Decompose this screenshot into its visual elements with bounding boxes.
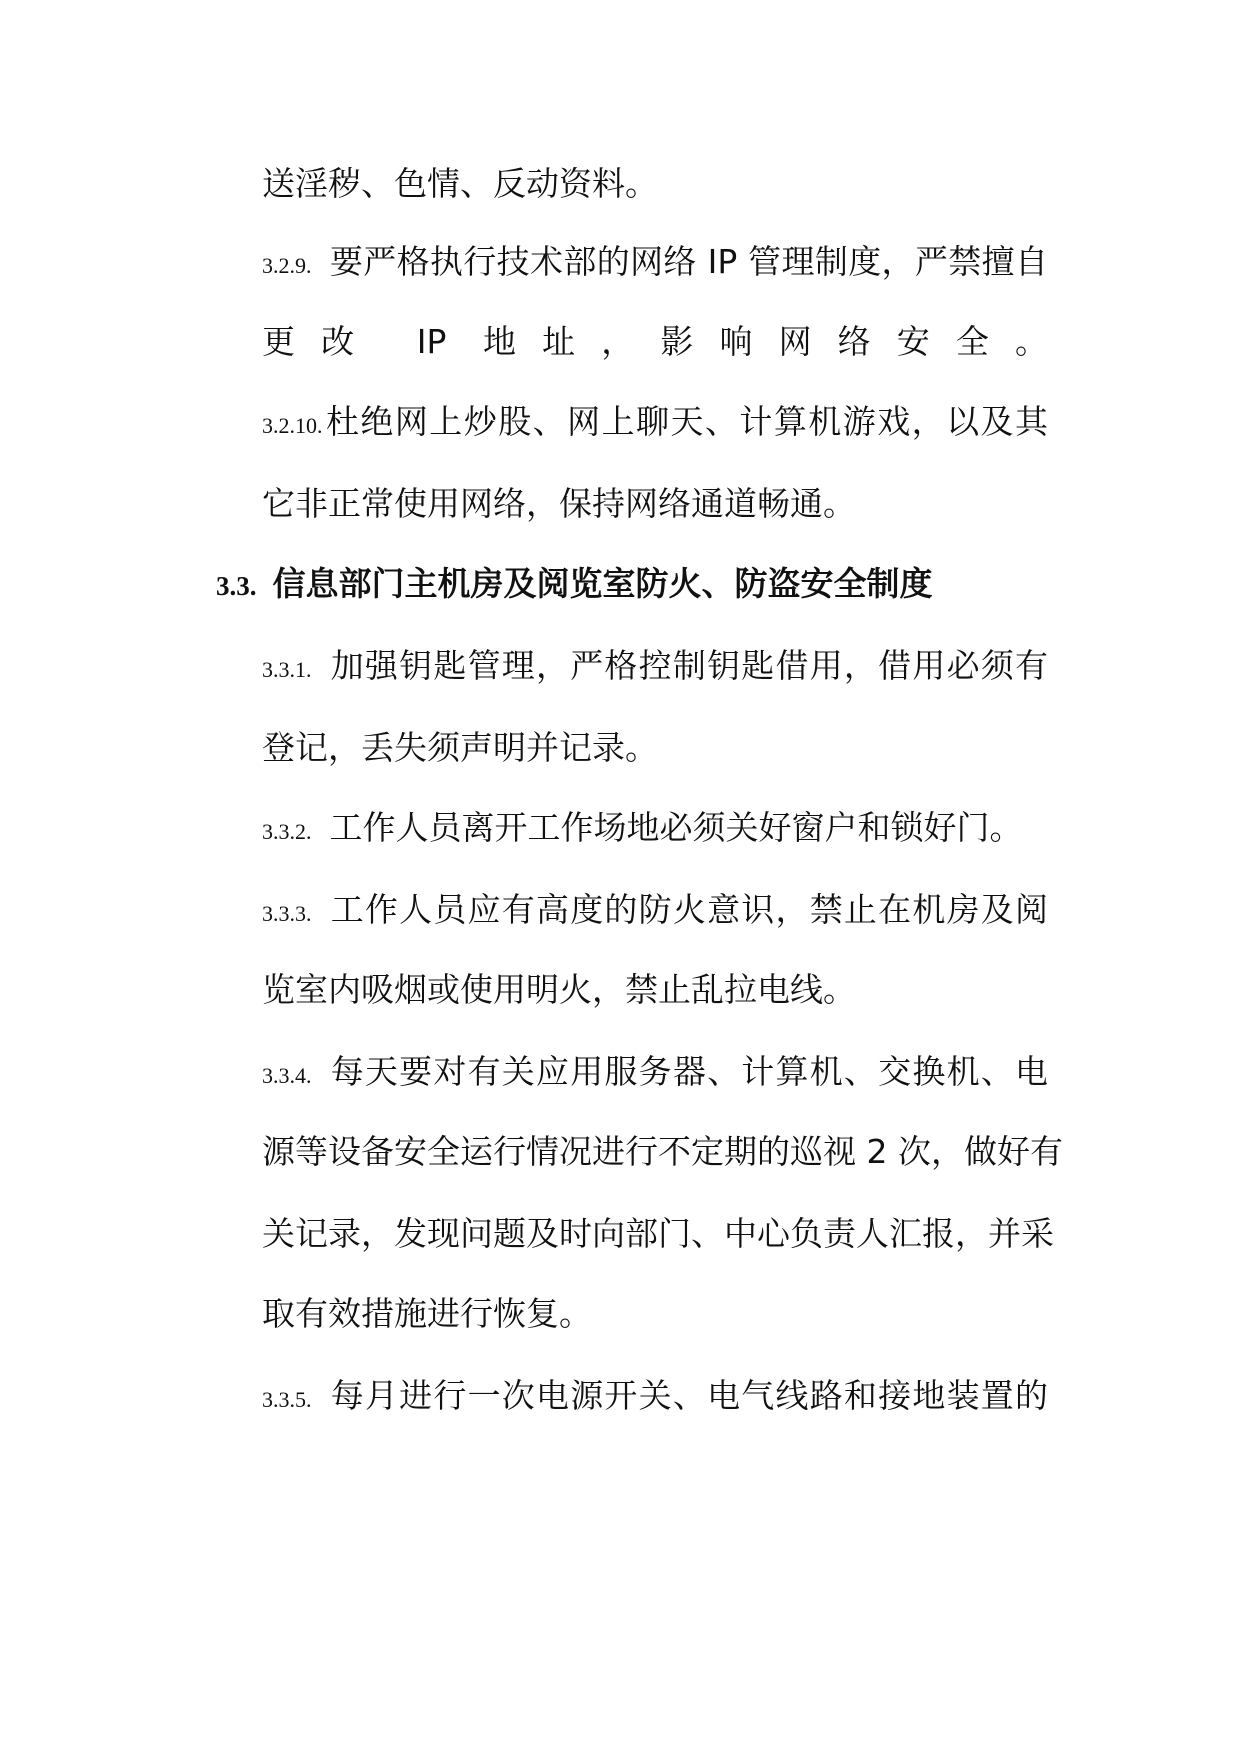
item-3-2-10-line-2 [262, 482, 1048, 526]
line-text: 要严格执行技术部的网络 IP 管理制度，严禁擅自 [329, 242, 1048, 281]
item-3-2-9-line-2 [262, 320, 1048, 364]
item-3-3-5-line-1 [262, 1374, 1048, 1422]
line-text: 送淫秽、色情、反动资料。 [262, 164, 658, 203]
item-number: 3.3.3. [262, 901, 312, 926]
section-heading [216, 562, 933, 608]
item-3-3-1-line-1 [262, 644, 1048, 692]
line-text: 登记，丢失须声明并记录。 [262, 728, 658, 767]
item-3-3-4-line-4 [262, 1292, 1048, 1336]
line-text: 更改 IP 地址，影响网络安全。 [262, 322, 1048, 361]
line-text: 每天要对有关应用服务器、计算机、交换机、电 [329, 1052, 1048, 1091]
line-text: 取有效措施进行恢复。 [262, 1294, 592, 1333]
item-number: 3.3.1. [262, 657, 312, 682]
line-text: 它非正常使用网络，保持网络通道畅通。 [262, 484, 856, 523]
item-3-3-3-line-1 [262, 888, 1048, 936]
item-number: 3.3.5. [262, 1387, 312, 1412]
item-3-3-4-line-1 [262, 1050, 1048, 1098]
item-3-3-4-line-2 [262, 1130, 1063, 1174]
line-text: 源等设备安全运行情况进行不定期的巡视 2 次，做好有 [262, 1132, 1063, 1171]
item-3-3-1-line-2 [262, 726, 1048, 770]
item-number: 3.2.9. [262, 253, 312, 278]
item-3-3-3-line-2 [262, 968, 1048, 1012]
line-text: 加强钥匙管理，严格控制钥匙借用，借用必须有 [329, 646, 1048, 685]
item-3-2-9-line-1 [262, 240, 1048, 288]
paragraph-line [262, 162, 1048, 206]
line-text: 工作人员离开工作场地必须关好窗户和锁好门。 [329, 808, 1023, 847]
item-3-3-4-line-3 [262, 1212, 1054, 1256]
line-text: 工作人员应有高度的防火意识，禁止在机房及阅 [329, 890, 1048, 929]
item-number: 3.3.4. [262, 1063, 312, 1088]
item-number: 3.2.10. [262, 413, 323, 438]
item-number: 3.3.2. [262, 819, 312, 844]
section-number: 3.3. [216, 571, 257, 601]
line-text: 每月进行一次电源开关、电气线路和接地装置的 [329, 1376, 1048, 1415]
line-text: 览室内吸烟或使用明火，禁止乱拉电线。 [262, 970, 856, 1009]
item-3-2-10-line-1 [262, 400, 1048, 448]
line-text: 关记录，发现问题及时向部门、中心负责人汇报，并采 [262, 1214, 1054, 1253]
section-title: 信息部门主机房及阅览室防火、防盗安全制度 [272, 564, 933, 603]
item-3-3-2-line-1 [262, 806, 1048, 854]
line-text: 杜绝网上炒股、网上聊天、计算机游戏，以及其 [324, 402, 1048, 441]
